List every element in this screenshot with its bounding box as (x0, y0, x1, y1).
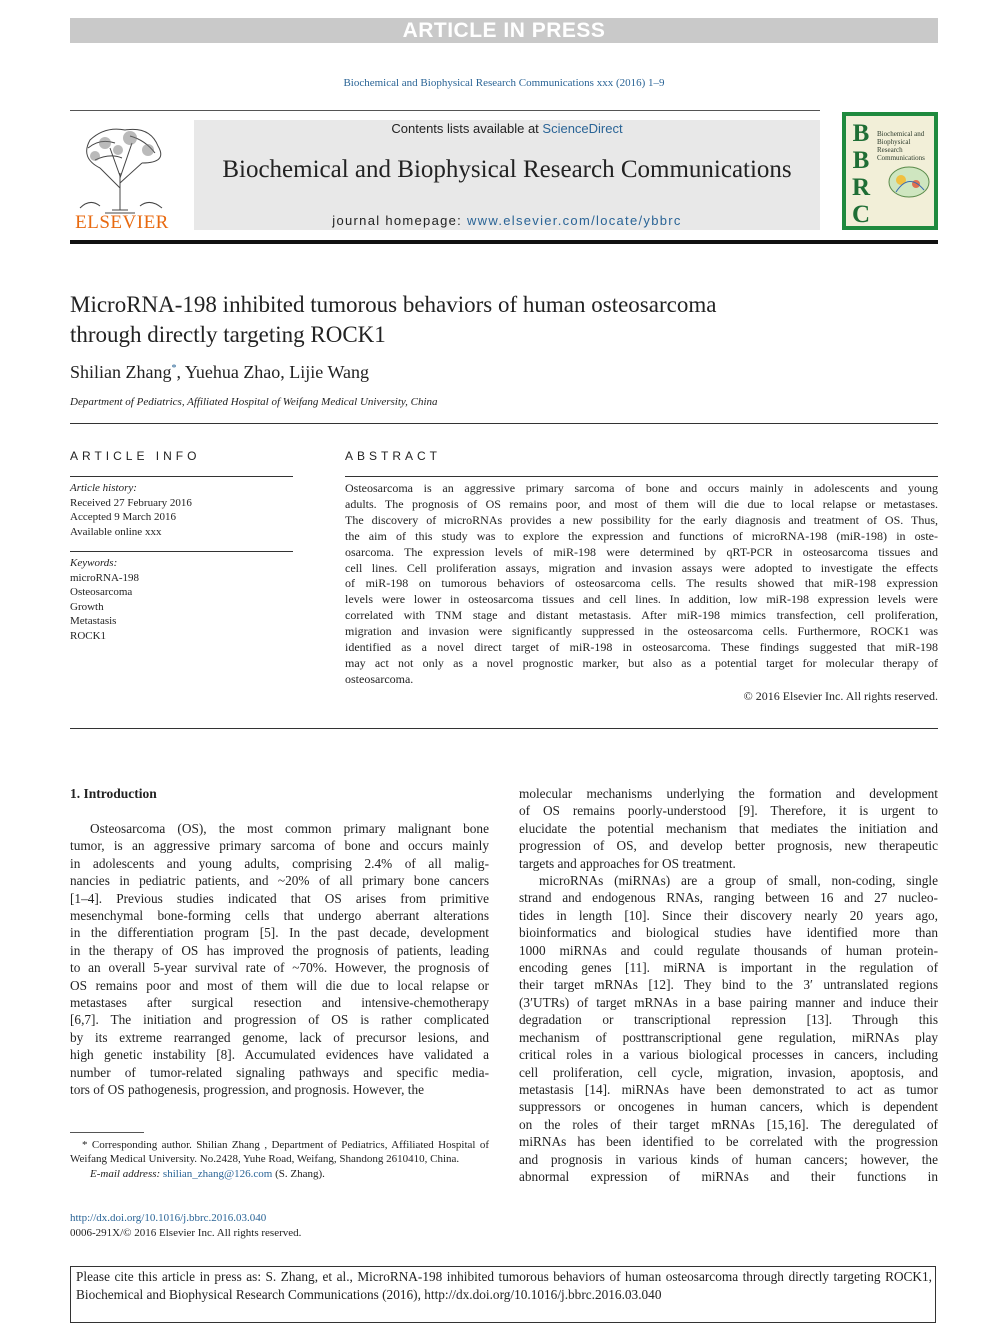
cover-letters (847, 120, 875, 228)
history-entry: Accepted 9 March 2016 (70, 511, 176, 523)
abstract-line: osteosarcoma. (345, 671, 414, 686)
body-text-line: OS remains poor and most of them will die due to local relapse or (70, 977, 489, 993)
homepage-prefix: journal homepage: (332, 213, 467, 228)
abstract-line: migration and invasion were significantly suppressed in the osteosarcoma cells. Furthermore, ROCK1 was (345, 624, 938, 639)
abstract-line: levels were lower in osteosarcoma tissues and cell lines. In addition, low miR-198 expression levels were (345, 592, 938, 607)
keyword: Metastasis (70, 615, 117, 627)
body-text-line: molecular mechanisms underlying the formation and development (519, 786, 938, 801)
body-text-line: miRNAs has been identified to be correlated with the progression (519, 1134, 938, 1150)
abstract-line: the aim of this study was to explore the expression and functions of microRNA-198 (miR-198) in oste- (345, 528, 938, 543)
affiliation: Department of Pediatrics, Affiliated Hospital of Weifang Medical University, China (70, 396, 438, 408)
body-text-line: [1–4]. Previous studies indicated that OS arises from primitive (70, 890, 489, 906)
body-text-line: by its extreme rearranged genome, lack of precursor lesions, and (70, 1029, 489, 1045)
cover-letter: B (852, 120, 870, 147)
body-text-line: in the differentiation program [5]. In the past decade, development (70, 925, 489, 941)
abstract-line: correlated with TNM stage and distant metastasis. After miR-198 mimics transfection, cell proliferation, (345, 608, 938, 623)
doi-link[interactable]: http://dx.doi.org/10.1016/j.bbrc.2016.03.040 (70, 1212, 267, 1224)
intro-left-column (70, 820, 489, 1099)
article-in-press-banner: ARTICLE IN PRESS (70, 18, 938, 43)
body-text-line: tides in length [10]. Since their discovery nearly 20 years ago, (519, 907, 938, 923)
footnote-rule (70, 1132, 144, 1133)
body-text-line: suppressors or oncogenes in human cancers, which is dependent (519, 1099, 938, 1115)
intro-right-column (519, 785, 938, 1185)
keywords-rule (70, 551, 293, 552)
sciencedirect-link[interactable]: ScienceDirect (542, 121, 623, 136)
corresponding-author-mark[interactable]: * (171, 363, 177, 374)
cover-letter: B (852, 147, 870, 174)
body-text-line: Osteosarcoma (OS), the most common primary malignant bone (90, 821, 489, 836)
body-text-line: tors of OS pathogenesis, progression, and prognosis. However, the (70, 1082, 424, 1098)
body-text-line: mechanism of posttranscriptional gene regulation, miRNAs play (519, 1029, 938, 1045)
keyword: ROCK1 (70, 629, 107, 642)
keyword: Osteosarcoma (70, 586, 133, 598)
journal-cover[interactable] (842, 112, 938, 230)
citation-text: Please cite this article in press as: S. Zhang, et al., MicroRNA-198 inhibited tumorous behaviors of human osteosarcoma through directly targeting ROCK1, Biochemical and Biophysical Research Communications (2016), http://dx.doi.org/10.1016/j.bbrc.2016.03.040 (76, 1269, 932, 1302)
abstract-line: may act not only as a novel prognostic marker, but also as a potential target for molecular therapy of (345, 655, 938, 670)
body-text-line: strand and endogenous RNAs, ranging between 16 and 27 nucleo- (519, 890, 938, 906)
elsevier-logo[interactable] (70, 118, 174, 234)
body-text-line: (3′UTRs) of target mRNAs in a base pairing manner and induce their (519, 994, 938, 1010)
abstract-line: The discovery of microRNAs provides a new possibility for the early diagnosis and treatment of OS. Thus, (345, 512, 938, 527)
body-text-line: metastases after surgical resection and intensive-chemotherapy (70, 995, 489, 1011)
abstract-line: adults. The prognosis of OS remains poor, and most of them will die due to local relapse or metastases. (345, 496, 938, 511)
body-text-line: critical roles in a various biological processes in cancers, including (519, 1047, 938, 1063)
body-text-line: of OS remains poorly-understood [9]. Therefore, it is urgent to (519, 803, 938, 819)
body-text-line: [6,7]. The initiation and progression of OS is rather complicated (70, 1012, 489, 1028)
article-title-line: MicroRNA-198 inhibited tumorous behaviors of human osteosarcoma (70, 292, 717, 317)
body-text-line: bioinformatics and biological studies have identified more than (519, 925, 938, 941)
abstract-line: of miR-198 on tumorous behaviors of osteosarcoma cells. The results showed that miR-198 expression (345, 576, 938, 591)
abstract-line: cell lines. Cell proliferation assays, migration and invasion assays were adopted to investigate the effects (345, 560, 938, 575)
email-line (70, 1167, 489, 1181)
body-text-line: their target mRNAs [12]. They bind to the 3′ untranslated regions (519, 977, 938, 993)
body-text-line: metastasis [14]. miRNAs have been demonstrated to act as tumor (519, 1081, 938, 1097)
header-top-rule (70, 110, 820, 111)
email-link[interactable]: shilian_zhang@126.com (162, 1167, 273, 1180)
keywords-block (70, 556, 139, 643)
introduction-heading: 1. Introduction (70, 786, 157, 801)
article-info-heading: ARTICLE INFO (70, 449, 201, 463)
abstract-rule (345, 476, 938, 477)
body-text-line: 1000 miRNAs and could regulate thousands of human protein- (519, 942, 938, 958)
corresponding-footnote (70, 1138, 489, 1181)
email-label: E-mail address: (90, 1167, 163, 1180)
body-text-line: in adolescents and young adults, comprising 2.4% of all malig- (70, 855, 489, 871)
history-entry: Received 27 February 2016 (70, 496, 192, 509)
body-text-line: microRNAs (miRNAs) are a group of small, non-coding, single (539, 873, 938, 889)
article-history (70, 481, 192, 539)
history-entry: Available online xxx (70, 525, 162, 538)
body-text-line: abnormal expression of miRNAs and their functions in (519, 1168, 938, 1184)
journal-citation-link[interactable]: Biochemical and Biophysical Research Communications xxx (2016) 1–9 (343, 77, 665, 89)
body-text-line: in the therapy of OS has improved the prognosis of patients, leading (70, 942, 489, 958)
keyword: microRNA-198 (70, 571, 140, 584)
body-text-line: cell proliferation, cell cycle, migration, invasion, apoptosis, and (519, 1064, 938, 1080)
body-text-line: on the roles of their target mRNAs [15,16]. The deregulated of (519, 1116, 938, 1132)
body-text-line: mesenchymal bone-forming cells that undergo aberrant alterations (70, 908, 489, 924)
elsevier-wordmark: ELSEVIER (75, 212, 169, 233)
body-text-line: nancies in pediatric patients, and ~20% of all primary bone cancers (70, 873, 489, 889)
body-text-line: and prognosis in various kinds of human cancers; however, the (519, 1151, 938, 1167)
body-text-line: to an overall 5-year survival rate of ~70%. However, the prognosis of (70, 960, 489, 976)
body-text-line: targets and approaches for OS treatment. (519, 855, 736, 871)
author-name: Shilian Zhang (70, 362, 172, 382)
contents-line (194, 121, 820, 136)
other-authors: , Yuehua Zhao, Lijie Wang (176, 362, 369, 382)
cover-figure-icon (886, 162, 932, 202)
body-text-line: progression of OS, and develop better prognosis, new therapeutic (519, 838, 938, 854)
keywords-label: Keywords: (70, 557, 118, 569)
article-title-line: through directly targeting ROCK1 (70, 322, 386, 347)
cover-letter: R (851, 174, 871, 201)
section-divider (70, 423, 938, 424)
issn-line: 0006-291X/© 2016 Elsevier Inc. All rights reserved. (70, 1227, 302, 1239)
corresponding-author-note: * Corresponding author. Shilian Zhang , Department of Pediatrics, Affiliated Hospital of Weifang Medical University. No.2428, Yuhe Road, Weifang, Shandong 2610410, China. (70, 1139, 489, 1166)
article-info-rule (70, 476, 293, 477)
cover-title: Biochemical and Biophysical Research Communications (877, 130, 925, 162)
abstract-line: osarcoma. The expression levels of miR-198 were determined by qRT-PCR in osteosarcoma tissues and (345, 544, 938, 559)
keyword: Growth (70, 600, 104, 613)
header-bottom-rule (70, 240, 938, 244)
body-text-line: encoding genes [11]. miRNA is important in the regulation of (519, 960, 938, 976)
homepage-link[interactable]: www.elsevier.com/locate/ybbrc (466, 213, 682, 228)
body-text-line: number of tumor-related signaling pathways and specific media- (70, 1064, 489, 1080)
abstract-body (345, 481, 938, 688)
body-text-line: elucidate the potential mechanism that mediates the initiation and (519, 820, 938, 836)
author-list (70, 362, 369, 383)
abstract-heading: ABSTRACT (345, 449, 442, 463)
journal-title: Biochemical and Biophysical Research Communications (222, 156, 792, 183)
cover-letter: C (851, 201, 871, 228)
abstract-line: Osteosarcoma is an aggressive primary sarcoma of bone and occurs mainly in adolescents and young (345, 481, 938, 495)
body-text-line: tumor, is an aggressive primary sarcoma of bone and occurs mainly (70, 838, 489, 854)
abstract-copyright: © 2016 Elsevier Inc. All rights reserved. (743, 689, 938, 703)
abstract-line: identified as a novel direct target of miR-198 in osteosarcoma. These findings suggested that miR-198 (345, 640, 938, 655)
article-title (70, 290, 930, 350)
email-suffix: (S. Zhang). (272, 1167, 325, 1180)
section-divider (70, 728, 938, 729)
journal-homepage-line (194, 213, 820, 228)
body-text-line: degradation or transcriptional repression [13]. Through this (519, 1012, 938, 1028)
contents-prefix: Contents lists available at (391, 121, 543, 136)
body-text-line: high genetic instability [8]. Accumulated evidences have validated a (70, 1047, 489, 1063)
history-label: Article history: (70, 482, 137, 494)
